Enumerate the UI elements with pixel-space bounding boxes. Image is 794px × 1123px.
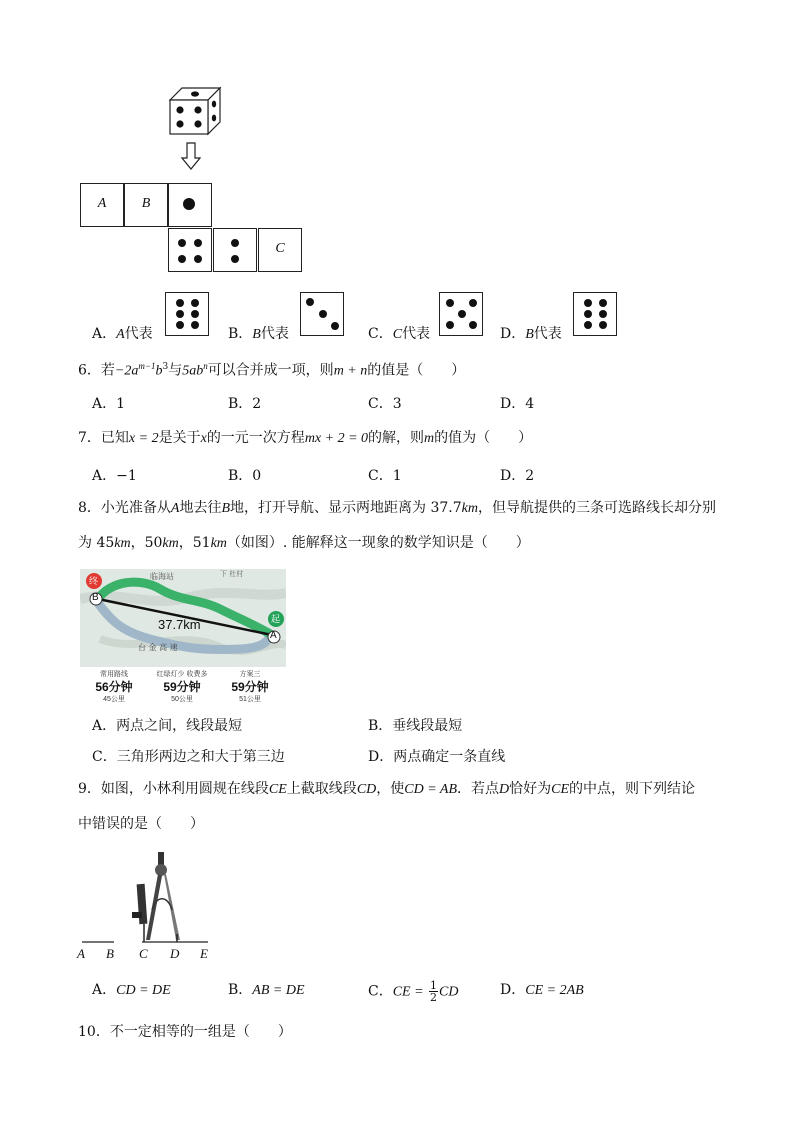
q9-stem-line2: 中错误的是（ ） bbox=[78, 816, 204, 832]
map-point-a: A bbox=[270, 630, 277, 641]
q8-option-a[interactable]: A．两点之间，线段最短 bbox=[92, 718, 243, 734]
map-station-label: 临海站 bbox=[150, 572, 174, 581]
map-road-label: 台 金 高 速 bbox=[138, 643, 178, 652]
route-3-time: 59分钟 bbox=[231, 680, 269, 694]
net-cell-b bbox=[124, 183, 168, 227]
q5-option-b[interactable]: B．B代表 bbox=[228, 326, 289, 342]
q5-option-c[interactable]: C．C代表 bbox=[368, 326, 431, 342]
q6-option-b[interactable]: B．2 bbox=[228, 396, 262, 412]
net-label-a: A bbox=[97, 196, 107, 211]
map-start-badge: 起 bbox=[271, 615, 281, 625]
q7-stem: 7．已知x = 2是关于x的一元一次方程mx + 2 = 0的解，则m的值为（ ） bbox=[78, 430, 533, 446]
net-cell-two-dots bbox=[213, 228, 257, 272]
map-point-b: B bbox=[92, 592, 99, 603]
q9-option-b[interactable]: B．AB = DE bbox=[228, 982, 305, 998]
navigation-map bbox=[80, 569, 286, 709]
q10-stem: 10．不一定相等的一组是（ ） bbox=[78, 1024, 292, 1040]
q7-option-a[interactable]: A．−1 bbox=[92, 468, 137, 484]
q8-stem-line2: 为 45km，50km，51km（如图）. 能解释这一现象的数学知识是（ ） bbox=[78, 535, 530, 551]
five-dots-face-icon bbox=[439, 292, 483, 336]
q6-stem: 6．若$-2a^{m-1}b^3$与$5ab^n$可以合并成一项，则m + n的值是（ ） bbox=[78, 361, 466, 379]
point-label-e: E bbox=[200, 946, 208, 961]
net-cell-a bbox=[80, 183, 124, 227]
q7-option-c[interactable]: C．1 bbox=[368, 468, 402, 484]
compass-figure bbox=[76, 850, 216, 960]
q8-option-b[interactable]: B．垂线段最短 bbox=[368, 718, 463, 734]
compass-icon bbox=[76, 850, 216, 946]
fraction-numerator: 1 bbox=[430, 979, 438, 992]
q5-option-a[interactable]: A．A代表 bbox=[92, 326, 153, 342]
dice-cube-icon bbox=[166, 86, 222, 136]
route-option-3[interactable] bbox=[216, 667, 284, 709]
q9-option-c[interactable]: C．CE = $\frac{1}{2}$ CD bbox=[368, 979, 459, 1004]
point-label-c: C bbox=[139, 946, 148, 961]
q5-cube-figure bbox=[166, 86, 222, 136]
q8-option-c[interactable]: C．三角形两边之和大于第三边 bbox=[92, 749, 285, 765]
q9-option-d[interactable]: D．CE = 2AB bbox=[500, 982, 584, 998]
route-1-header: 常用路线 bbox=[100, 671, 128, 678]
map-end-badge: 终 bbox=[89, 577, 99, 587]
q8-option-d[interactable]: D．两点确定一条直线 bbox=[368, 749, 506, 765]
q9-stem-line1: 9．如图，小林利用圆规在线段CE上截取线段CD，使CD = AB．若点D恰好为CE的中点，则下列结论 bbox=[78, 781, 696, 797]
map-town-label: 下 杜村 bbox=[220, 570, 244, 578]
net-label-b: B bbox=[141, 196, 151, 211]
route-3-header: 方案三 bbox=[239, 671, 261, 678]
six-dots-face-icon bbox=[165, 292, 209, 336]
q8-stem-line1: 8．小光准备从A地去往B地，打开导航、显示两地距离为 37.7km，但导航提供的三条可选路线长却分别 bbox=[78, 500, 716, 516]
q6-option-a[interactable]: A．1 bbox=[92, 396, 126, 412]
route-3-dist: 51公里 bbox=[239, 696, 261, 703]
net-label-c: C bbox=[275, 241, 285, 256]
route-1-dist: 45公里 bbox=[103, 696, 125, 703]
route-2-time: 59分钟 bbox=[163, 680, 201, 694]
map-distance-label: 37.7km bbox=[158, 617, 201, 632]
q7-option-b[interactable]: B．0 bbox=[228, 468, 262, 484]
down-arrow-icon bbox=[181, 142, 201, 170]
route-option-2[interactable] bbox=[148, 667, 216, 709]
route-option-1[interactable] bbox=[80, 667, 148, 709]
route-2-dist: 50公里 bbox=[171, 696, 193, 703]
fraction-denominator: 2 bbox=[430, 991, 438, 1004]
route-1-time: 56分钟 bbox=[95, 680, 133, 694]
three-dots-face-icon bbox=[300, 292, 344, 336]
net-cell-one-dot bbox=[168, 183, 212, 227]
q9-option-a[interactable]: A．CD = DE bbox=[92, 982, 171, 998]
route-2-header: 红绿灯少 收费多 bbox=[156, 671, 208, 678]
q5-option-d[interactable]: D．B代表 bbox=[500, 326, 562, 342]
q7-option-d[interactable]: D．2 bbox=[500, 468, 535, 484]
q6-option-d[interactable]: D．4 bbox=[500, 396, 535, 412]
net-cell-c bbox=[258, 228, 302, 272]
q6-option-c[interactable]: C．3 bbox=[368, 396, 402, 412]
point-label-b: B bbox=[106, 946, 114, 961]
six-dots-face-icon-d bbox=[573, 292, 617, 336]
point-label-a: A bbox=[77, 946, 85, 961]
point-label-d: D bbox=[170, 946, 180, 961]
net-cell-four-dots bbox=[168, 228, 212, 272]
